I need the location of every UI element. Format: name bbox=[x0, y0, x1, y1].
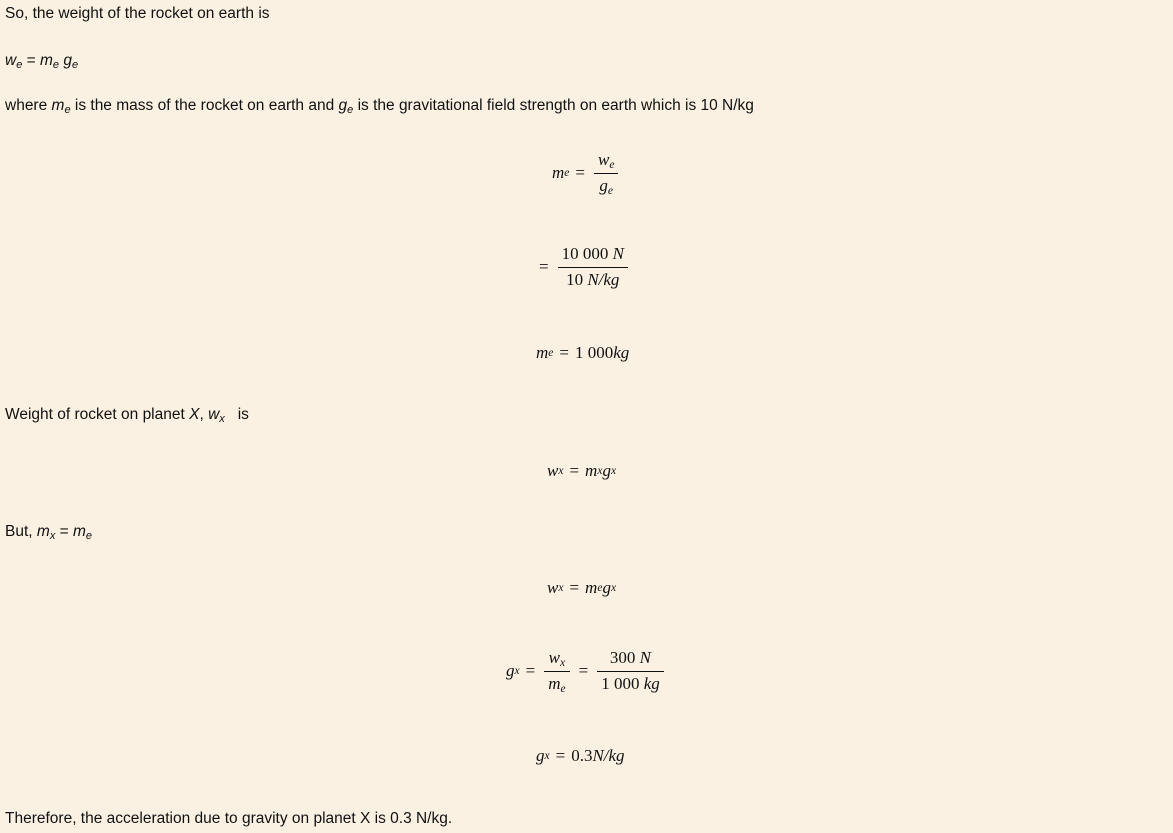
where-text-a: where bbox=[5, 97, 52, 114]
eq4-gravity: g bbox=[602, 461, 611, 480]
equation-gravity-result: g x = 0.3 N/kg bbox=[536, 746, 625, 765]
equation-mass-formula: m e = $\frac{w_e}{g_e}$ bbox=[552, 150, 621, 196]
eq5-lhs: w bbox=[547, 578, 559, 597]
equals-sign: = bbox=[55, 523, 73, 540]
conclusion-text: Therefore, the acceleration due to gravity on planet X is 0.3 N/kg. bbox=[5, 810, 453, 827]
eq4-mass: m bbox=[585, 461, 598, 480]
eq6-numerator-1-sub: x bbox=[560, 657, 566, 669]
eq3-value: 1 000 bbox=[574, 343, 614, 362]
w-subscript: e bbox=[16, 59, 23, 71]
intro-text: So, the weight of the rocket on earth is bbox=[5, 5, 270, 22]
m-subscript: x bbox=[49, 530, 56, 542]
g-subscript: e bbox=[347, 104, 354, 116]
inline-equation-weight-earth bbox=[5, 51, 78, 71]
equation-mass-result: m e = 1 000 kg bbox=[536, 343, 630, 362]
m-subscript: e bbox=[52, 59, 60, 71]
eq6-numerator-1: w bbox=[548, 648, 561, 667]
eq6-denominator-2-unit: kg bbox=[643, 674, 660, 693]
eq6-equals-2: = bbox=[578, 661, 589, 680]
eq2-denominator-unit: N/kg bbox=[587, 270, 620, 289]
equation-weight-substituted: w x = m e g x bbox=[547, 578, 617, 597]
equation-weight-planet-x: w x = m x g x bbox=[547, 461, 617, 480]
eq6-fraction-2 bbox=[597, 648, 664, 694]
planet-text-b: is bbox=[224, 406, 249, 423]
g-subscript: e bbox=[71, 59, 79, 71]
eq1-denominator: g bbox=[599, 176, 608, 195]
g-symbol: g bbox=[338, 97, 348, 114]
eq4-equals: = bbox=[569, 461, 580, 480]
text-where-definitions bbox=[5, 96, 754, 116]
eq6-denominator-1: m bbox=[548, 674, 561, 693]
eq7-unit: N/kg bbox=[592, 746, 625, 765]
w-symbol: w bbox=[208, 406, 220, 423]
eq1-numerator-sub: e bbox=[609, 159, 615, 171]
text-weight-planet-x bbox=[5, 405, 249, 425]
eq7-equals: = bbox=[555, 746, 566, 765]
eq3-lhs: m bbox=[536, 343, 549, 362]
eq5-equals: = bbox=[569, 578, 580, 597]
but-text: But, bbox=[5, 523, 37, 540]
eq2-fraction bbox=[558, 244, 628, 290]
m-symbol: m bbox=[40, 52, 53, 69]
eq2-equals: = bbox=[539, 257, 549, 276]
equals-sign: = bbox=[22, 52, 40, 69]
eq1-denominator-sub: e bbox=[607, 185, 614, 197]
eq2-denominator-value: 10 bbox=[566, 270, 584, 289]
eq6-numerator-2-unit: N bbox=[639, 648, 651, 667]
eq1-equals: = bbox=[575, 163, 585, 182]
eq5-gravity: g bbox=[602, 578, 611, 597]
eq5-mass: m bbox=[585, 578, 598, 597]
w-symbol: w bbox=[5, 52, 17, 69]
eq6-lhs: g bbox=[506, 661, 515, 680]
eq6-equals-1: = bbox=[525, 661, 536, 680]
eq6-denominator-1-sub: e bbox=[560, 683, 566, 695]
m-subscript: e bbox=[64, 104, 71, 116]
eq6-fraction-1 bbox=[544, 648, 569, 694]
eq7-lhs: g bbox=[536, 746, 545, 765]
eq3-equals: = bbox=[559, 343, 569, 362]
text-conclusion bbox=[5, 809, 452, 829]
eq2-numerator-unit: N bbox=[612, 244, 624, 263]
equation-gravity-formula: g x = $\frac{w_x}{m_e}$ = $\frac{300 N}{1 000 kg}$ bbox=[506, 648, 667, 694]
w-subscript: x bbox=[219, 413, 225, 425]
eq1-fraction bbox=[594, 150, 618, 196]
text-but-mass-equal bbox=[5, 522, 92, 542]
eq4-lhs: w bbox=[547, 461, 559, 480]
eq1-numerator: w bbox=[597, 150, 610, 169]
text-intro-weight-on-earth bbox=[5, 4, 270, 24]
eq3-unit: kg bbox=[613, 343, 630, 362]
m-symbol: m bbox=[36, 523, 50, 540]
planet-comma: , bbox=[199, 406, 209, 423]
equation-mass-substitution bbox=[539, 244, 631, 290]
where-text-c: is the gravitational field strength on earth which is 10 N/kg bbox=[353, 97, 754, 114]
eq7-value: 0.3 bbox=[571, 746, 593, 765]
eq6-numerator-2-value: 300 bbox=[609, 648, 636, 667]
eq6-denominator-2-value: 1 000 bbox=[601, 674, 640, 693]
eq1-lhs: m bbox=[552, 163, 565, 182]
eq2-numerator-value: 10 000 bbox=[561, 244, 609, 263]
m2-symbol: m bbox=[72, 523, 86, 540]
where-text-b: is the mass of the rocket on earth and bbox=[70, 97, 339, 114]
m2-subscript: e bbox=[85, 530, 93, 542]
planet-x-symbol: X bbox=[189, 406, 200, 423]
planet-text-a: Weight of rocket on planet bbox=[5, 406, 190, 423]
g-symbol: g bbox=[63, 52, 72, 69]
m-symbol: m bbox=[51, 97, 65, 114]
